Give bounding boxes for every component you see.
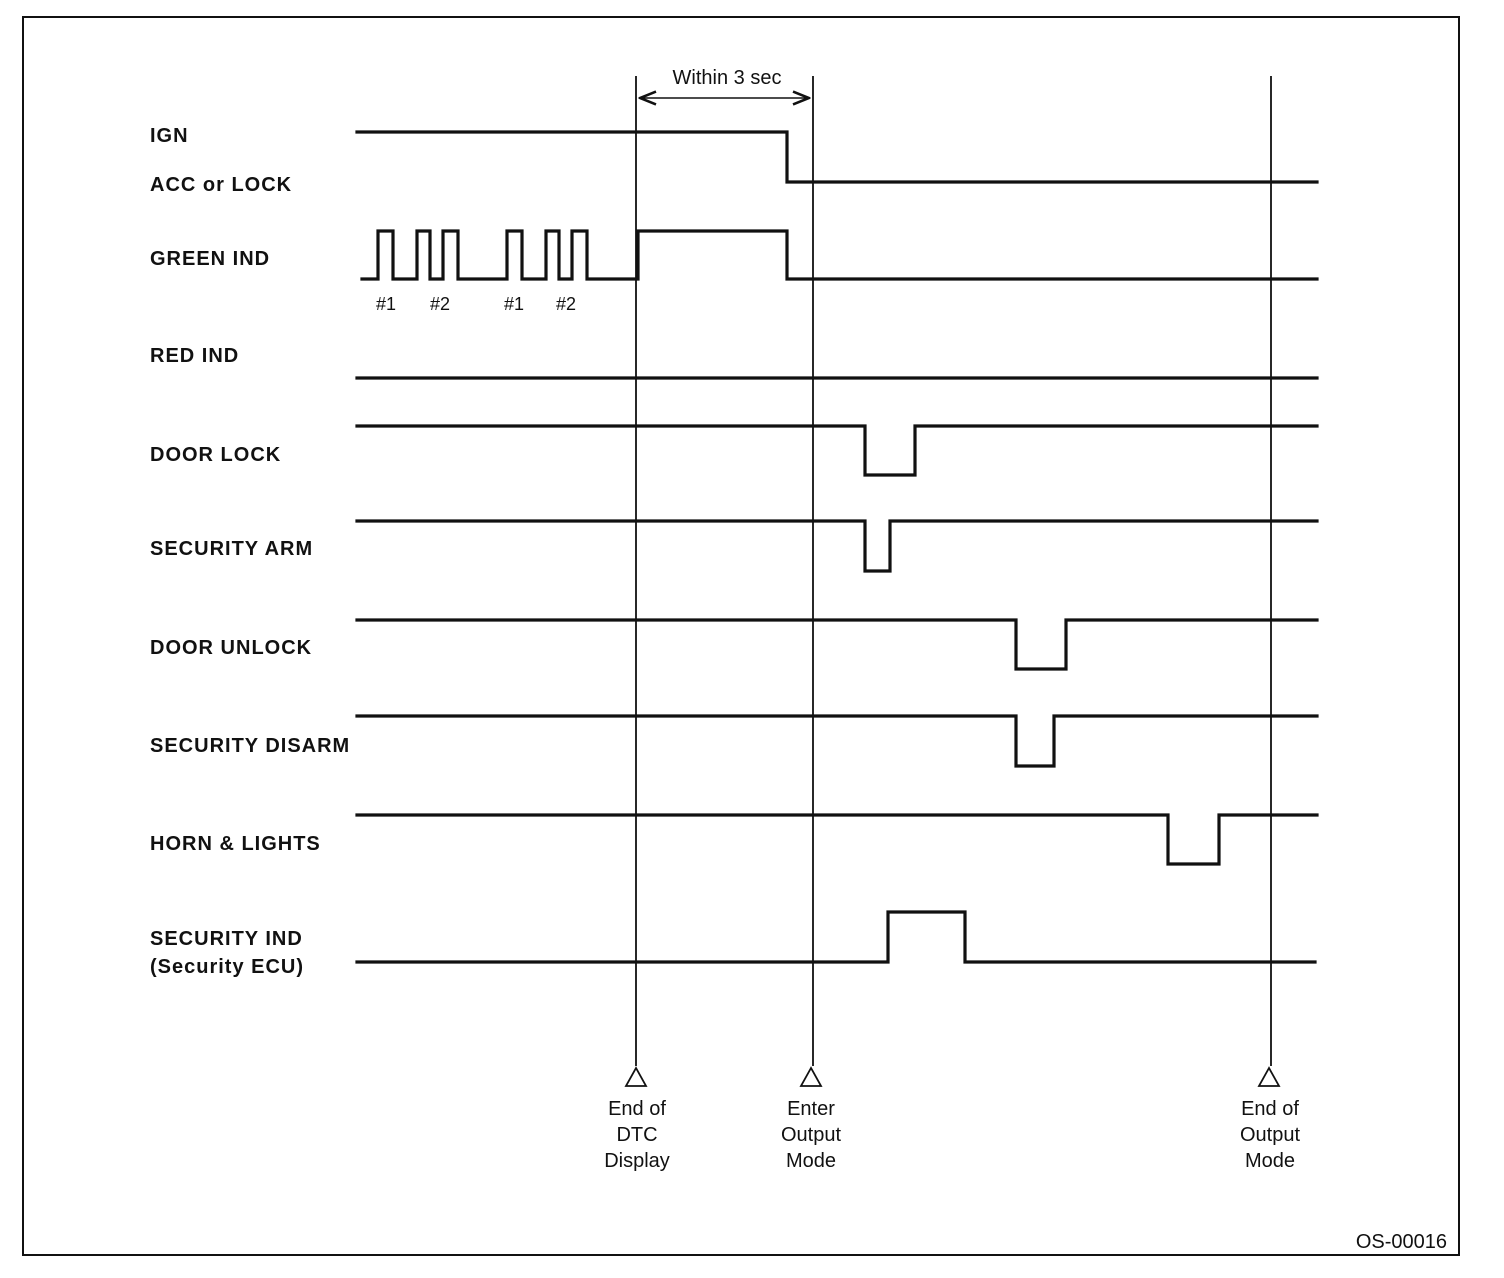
ign-label: IGN xyxy=(150,125,189,147)
security-disarm-waveform xyxy=(357,716,1317,766)
enter-output-caption-line: Enter xyxy=(787,1098,835,1120)
security-disarm-label: SECURITY DISARM xyxy=(150,735,351,757)
diagram-frame xyxy=(23,17,1459,1255)
pulse-label: #2 xyxy=(555,294,577,314)
red-ind-label: RED IND xyxy=(150,345,240,367)
enter-output-caption-line: Output xyxy=(780,1124,842,1146)
end-dtc-caption-line: Display xyxy=(604,1150,670,1172)
end-output-caption-line: End of xyxy=(1241,1098,1299,1120)
green-ind-label: GREEN IND xyxy=(150,248,271,270)
end-of-output-triangle-marker xyxy=(1259,1068,1279,1086)
horn-lights-waveform xyxy=(357,815,1317,864)
enter-output-triangle-marker xyxy=(801,1068,821,1086)
end-of-dtc-triangle-marker xyxy=(626,1068,646,1086)
end-output-caption-line: Output xyxy=(1239,1124,1301,1146)
security-ecu-label: (Security ECU) xyxy=(150,956,305,978)
end-output-caption-line: Mode xyxy=(1244,1150,1296,1172)
security-arm-label: SECURITY ARM xyxy=(150,538,314,560)
end-dtc-caption-line: DTC xyxy=(616,1124,658,1146)
horn-lights-label: HORN & LIGHTS xyxy=(150,833,321,855)
pulse-label: #2 xyxy=(429,294,451,314)
ign-signal-waveform xyxy=(357,132,1317,182)
door-unlock-label: DOOR UNLOCK xyxy=(150,637,313,659)
door-unlock-waveform xyxy=(357,620,1317,669)
pulse-label: #1 xyxy=(375,294,397,314)
acc-or-lock-label: ACC or LOCK xyxy=(150,174,293,196)
enter-output-caption-line: Mode xyxy=(785,1150,837,1172)
figure-code: OS-00016 xyxy=(1355,1231,1447,1253)
security-ind-waveform xyxy=(357,912,1315,962)
green-ind-waveform xyxy=(362,231,1317,279)
security-ind-label: SECURITY IND xyxy=(150,928,303,950)
interval-label: Within 3 sec xyxy=(672,67,782,89)
security-arm-waveform xyxy=(357,521,1317,571)
door-lock-label: DOOR LOCK xyxy=(150,444,282,466)
door-lock-waveform xyxy=(357,426,1317,475)
pulse-label: #1 xyxy=(503,294,525,314)
end-dtc-caption-line: End of xyxy=(608,1098,666,1120)
